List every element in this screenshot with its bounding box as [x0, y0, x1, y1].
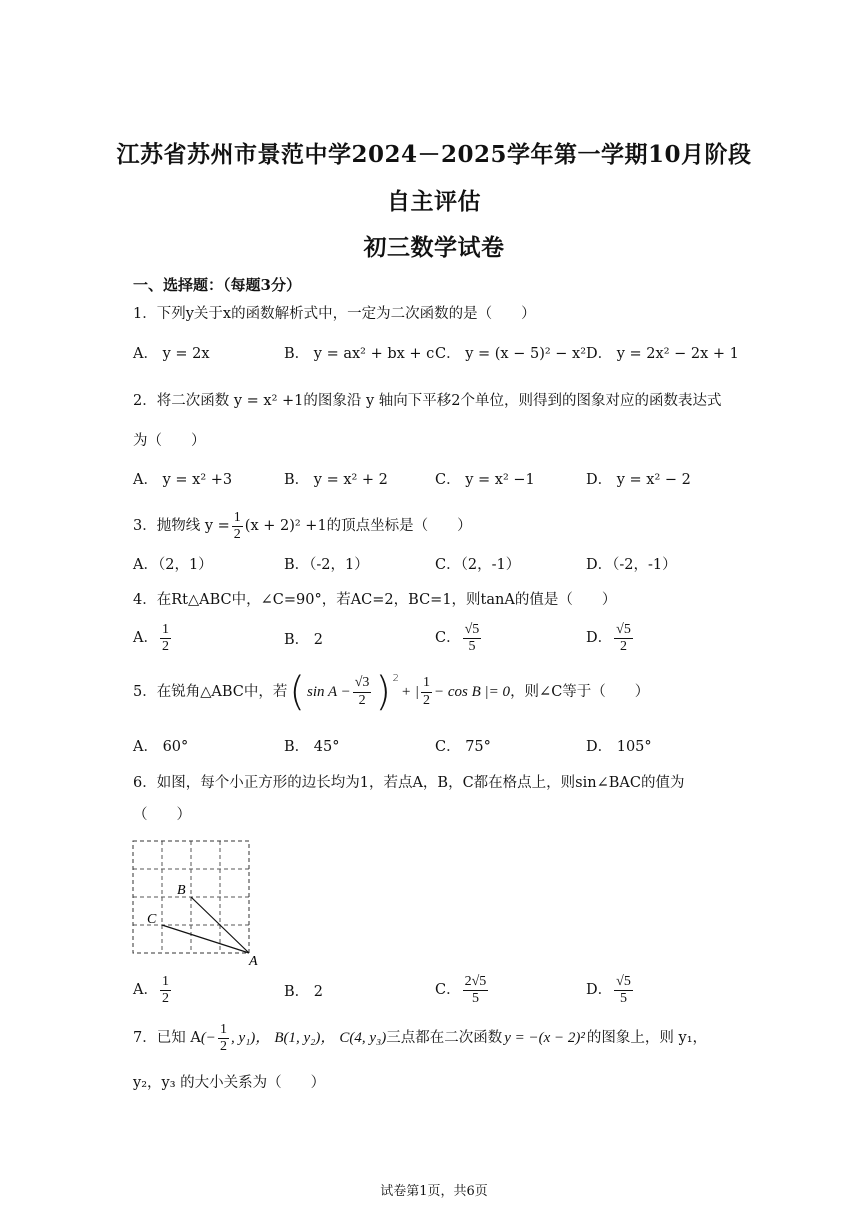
- q3-stem-prefix: 3．抛物线 y =: [133, 518, 230, 535]
- grid-figure: [126, 834, 266, 968]
- q5-stem-suffix: ，则∠C等于（ ）: [510, 683, 650, 700]
- q6-option-c: [435, 974, 490, 1007]
- q2-option-d: D． y = x² − 2: [586, 472, 691, 488]
- q6-option-c-label: C．: [435, 982, 461, 999]
- question-2-stem-line-2: 为（ ）: [133, 433, 206, 449]
- q7-frac-num: 1: [218, 1022, 229, 1039]
- question-5-stem: [133, 669, 650, 715]
- q5-frac1-num: √3: [353, 675, 372, 692]
- q5-stem-prefix: 5．在锐角△ABC中，若: [133, 683, 288, 700]
- q6-option-d: [586, 974, 635, 1007]
- q5-formula-a: sin A −: [306, 683, 351, 700]
- q3-option-d: D．（-2，-1）: [586, 557, 677, 573]
- q6-option-b-value: 2: [313, 984, 323, 1000]
- q7-point-b: B(1, y₂)，: [274, 1030, 336, 1047]
- q5-frac2-den: 2: [423, 692, 431, 708]
- q1-option-b: B． y = ax² + bx + c: [284, 346, 435, 362]
- point-c-label: C: [147, 912, 157, 927]
- q4-d-den: 2: [619, 639, 627, 655]
- q3-fraction: [232, 510, 243, 543]
- q6-option-a: [133, 974, 173, 1007]
- q4-option-b-value: 2: [313, 632, 323, 648]
- subtitle: 初三数学试卷: [363, 234, 505, 261]
- question-1-stem: 1．下列y关于x的函数解析式中，一定为二次函数的是（ ）: [133, 306, 536, 322]
- section-heading: 一、选择题：（每题3分）: [133, 276, 301, 294]
- q4-option-d: [586, 622, 635, 655]
- q4-d-num: √5: [614, 622, 633, 639]
- q5-left-paren: (: [289, 669, 305, 715]
- q7-stem-mid: 三点都在二次函数: [386, 1030, 503, 1047]
- q3-option-a: A．（2，1）: [133, 557, 213, 573]
- q7-stem-prefix: 7．已知 A: [133, 1030, 201, 1047]
- q5-formula-c: − cos B |= 0: [434, 683, 511, 700]
- question-3-stem: [133, 510, 472, 543]
- q1-option-c: C． y = (x − 5)² − x²: [435, 346, 587, 362]
- q6-a-den: 2: [161, 991, 169, 1007]
- q4-a-den: 2: [161, 639, 169, 655]
- q6-option-b: [284, 985, 323, 1000]
- q7-stem-end: 的图象上，则 y₁，: [586, 1030, 708, 1047]
- question-6-stem-line-1: 6．如图，每个小正方形的边长均为1，若点A，B，C都在格点上，则sin∠BAC的值为: [133, 775, 685, 791]
- q2-option-a: A． y = x² +3: [133, 472, 233, 488]
- q5-frac2-num: 1: [421, 675, 432, 692]
- q3-frac-num: 1: [232, 510, 243, 527]
- q7-frac-den: 2: [219, 1039, 227, 1055]
- q6-a-num: 1: [160, 974, 171, 991]
- q3-option-c: C．（2，-1）: [435, 557, 521, 573]
- q7-a-coord-pre: (−: [200, 1030, 216, 1047]
- point-a-label: A: [249, 954, 258, 968]
- q7-function: y = −(x − 2)²: [504, 1030, 585, 1047]
- q4-a-num: 1: [160, 622, 171, 639]
- q3-option-b: B．（-2，1）: [284, 557, 369, 573]
- q5-right-paren: ) 2: [375, 669, 400, 715]
- q5-option-a: A． 60°: [133, 739, 189, 755]
- q1-option-d: D． y = 2x² − 2x + 1: [586, 346, 739, 362]
- segment-ac: [162, 925, 249, 953]
- title-line-1: 江苏省苏州市景范中学2024－2025学年第一学期10月阶段: [116, 141, 752, 168]
- q4-option-b-label: B．: [284, 632, 310, 648]
- q6-d-den: 5: [619, 991, 627, 1007]
- q6-c-den: 5: [471, 991, 479, 1007]
- title-line-2: 自主评估: [387, 188, 481, 215]
- q3-frac-den: 2: [233, 527, 241, 543]
- q7-a-coord-post: , y₁)，: [230, 1030, 271, 1047]
- question-7-stem-line-2: y₂，y₃ 的大小关系为（ ）: [133, 1075, 326, 1091]
- q6-c-num: 2√5: [463, 974, 489, 991]
- question-7-stem: [133, 1022, 707, 1055]
- question-2-stem-line-1: 2．将二次函数 y = x² +1的图象沿 y 轴向下平移2个单位，则得到的图象对应的函数表达式: [133, 393, 722, 409]
- q5-formula-b: + |: [401, 683, 420, 700]
- q4-option-a: [133, 622, 173, 655]
- page-footer: 试卷第1页，共6页: [380, 1184, 488, 1199]
- point-b-label: B: [177, 883, 186, 898]
- q5-option-c: C． 75°: [435, 739, 491, 755]
- q4-c-den: 5: [468, 639, 476, 655]
- q6-option-b-label: B．: [284, 984, 310, 1000]
- question-6-stem-line-2: （ ）: [133, 807, 191, 823]
- q4-option-c: [435, 622, 483, 655]
- q4-c-num: √5: [463, 622, 482, 639]
- question-4-stem: 4．在Rt△ABC中，∠C=90°，若AC=2，BC=1，则tanA的值是（ ）: [133, 592, 617, 608]
- q7-point-c: C(4, y₃): [339, 1030, 387, 1047]
- q2-option-c: C． y = x² −1: [435, 472, 535, 488]
- q6-d-num: √5: [614, 974, 633, 991]
- q4-option-c-label: C．: [435, 630, 461, 647]
- q6-option-a-label: A．: [133, 982, 158, 999]
- q5-frac1-den: 2: [358, 692, 366, 708]
- q2-option-b: B． y = x² + 2: [284, 472, 388, 488]
- q4-option-a-label: A．: [133, 630, 158, 647]
- q5-option-b: B． 45°: [284, 739, 340, 755]
- q5-option-d: D． 105°: [586, 739, 652, 755]
- q4-option-d-label: D．: [586, 630, 613, 647]
- q4-option-b: [284, 633, 323, 648]
- q1-option-a: A． y = 2x: [133, 346, 210, 362]
- q3-stem-suffix: (x + 2)² +1的顶点坐标是（ ）: [244, 518, 472, 535]
- q6-option-d-label: D．: [586, 982, 613, 999]
